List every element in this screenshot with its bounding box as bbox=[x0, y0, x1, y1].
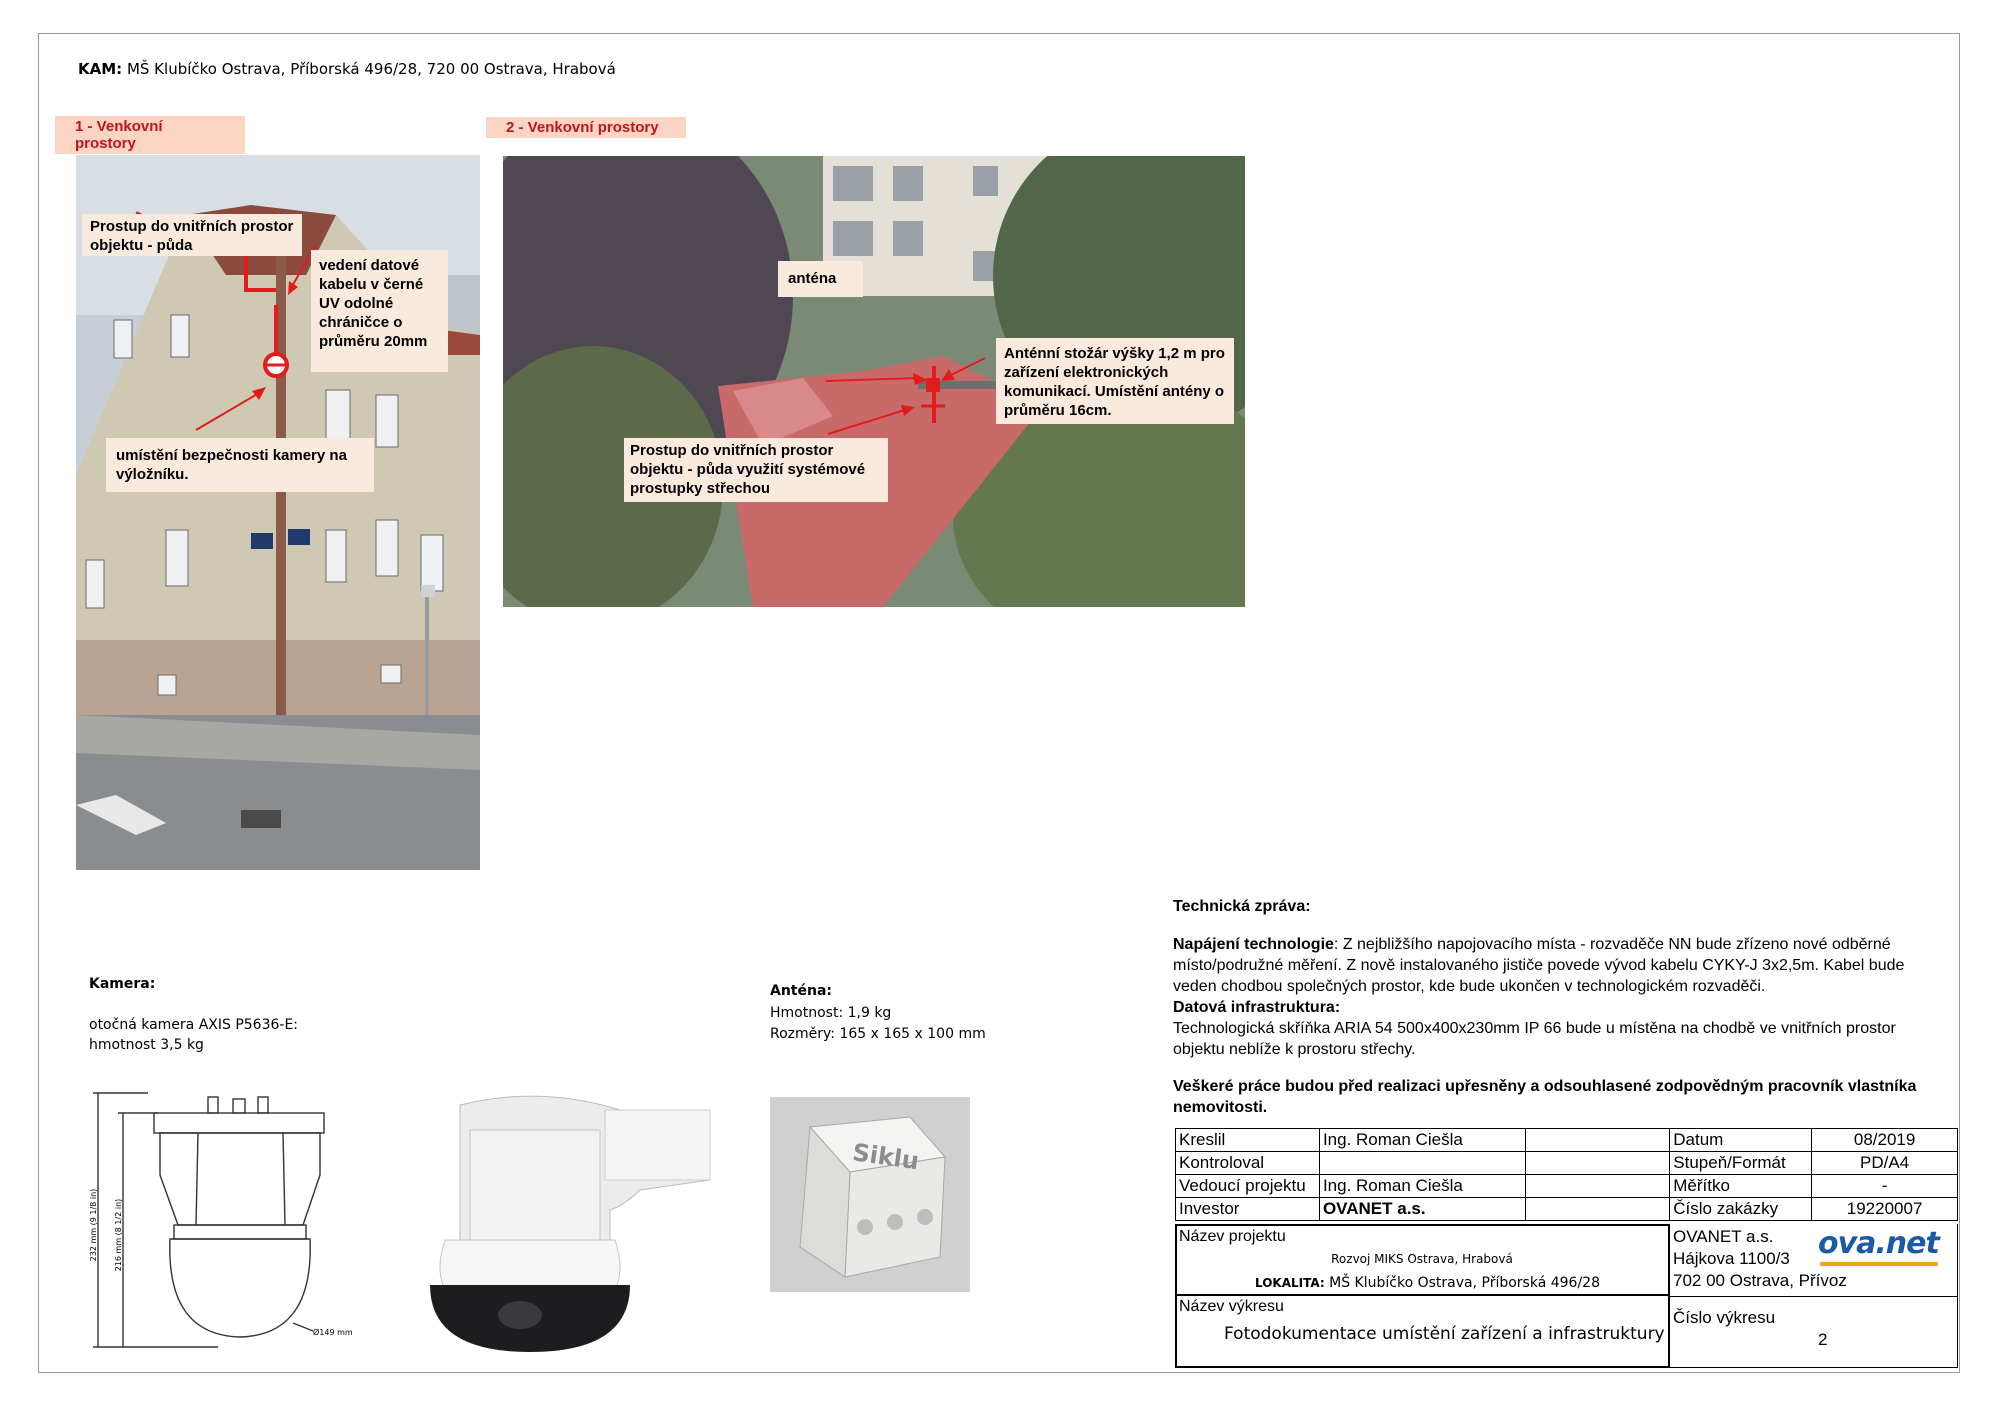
report-power-label: Napájení technologie bbox=[1173, 936, 1334, 953]
camera-photo-svg bbox=[410, 1090, 715, 1355]
table-row bbox=[1176, 1198, 1958, 1221]
drawing-no: 2 bbox=[1818, 1330, 1828, 1349]
tb-label-investor: Investor bbox=[1176, 1198, 1320, 1221]
antenna-weight: Hmotnost: 1,9 kg bbox=[770, 1005, 892, 1021]
tb-label-lead: Vedoucí projektu bbox=[1176, 1175, 1320, 1198]
tb-empty bbox=[1525, 1175, 1670, 1198]
antenna-title: Anténa: bbox=[770, 983, 833, 999]
tb-label-checked: Kontroloval bbox=[1176, 1152, 1320, 1175]
ovanet-logo-text: ova.net bbox=[1818, 1226, 1939, 1261]
kam-label: KAM: bbox=[78, 60, 123, 78]
locality bbox=[1255, 1275, 1600, 1291]
photo2-tag: 2 - Venkovní prostory bbox=[486, 117, 686, 138]
tb-value-drawn: Ing. Roman Ciešla bbox=[1319, 1129, 1525, 1152]
kam-value: MŠ Klubíčko Ostrava, Příborská 496/28, 720 00 Ostrava, Hrabová bbox=[126, 60, 616, 78]
logo-swoosh bbox=[1820, 1262, 1938, 1266]
tb-label-order: Číslo zakázky bbox=[1670, 1198, 1812, 1221]
company-name: OVANET a.s. bbox=[1673, 1227, 1774, 1246]
drawing-box bbox=[1175, 1294, 1670, 1368]
table-row bbox=[1176, 1175, 1958, 1198]
company-street: Hájkova 1100/3 bbox=[1673, 1249, 1790, 1268]
project-name: Rozvoj MIKS Ostrava, Hrabová bbox=[1331, 1252, 1513, 1266]
tb-value-scale: - bbox=[1812, 1175, 1958, 1198]
callout-cable: vedení datové kabelu v černé UV odolné chráničce o průměru 20mm bbox=[311, 250, 448, 372]
report-title: Technická zpráva: bbox=[1173, 898, 1311, 915]
tb-label-stage: Stupeň/Formát bbox=[1670, 1152, 1812, 1175]
report-power bbox=[1173, 934, 1948, 997]
camera-title: Kamera: bbox=[89, 976, 156, 992]
antenna-photo-svg bbox=[770, 1097, 970, 1292]
tb-value-checked bbox=[1319, 1152, 1525, 1175]
callout-roof-entry: Prostup do vnitřních prostor objektu - půda využití systémové prostupky střechou bbox=[624, 438, 888, 502]
tb-value-stage: PD/A4 bbox=[1812, 1152, 1958, 1175]
tb-label-date: Datum bbox=[1670, 1129, 1812, 1152]
locality-value: MŠ Klubíčko Ostrava, Příborská 496/28 bbox=[1329, 1275, 1600, 1291]
destination-line bbox=[78, 60, 616, 78]
ovanet-logo bbox=[1818, 1226, 1939, 1261]
tb-label-scale: Měřítko bbox=[1670, 1175, 1812, 1198]
camera-dim-diameter: Ø149 mm bbox=[313, 1328, 353, 1337]
callout-antenna: anténa bbox=[778, 261, 863, 297]
report-data-label: Datová infrastruktura: bbox=[1173, 999, 1341, 1016]
tb-empty bbox=[1525, 1198, 1670, 1221]
antenna-dims: Rozměry: 165 x 165 x 100 mm bbox=[770, 1026, 986, 1042]
tb-label-drawn: Kreslil bbox=[1176, 1129, 1320, 1152]
table-row bbox=[1176, 1129, 1958, 1152]
drawing-no-label: Číslo výkresu bbox=[1673, 1308, 1776, 1327]
drawing-label: Název výkresu bbox=[1179, 1298, 1284, 1315]
company-box bbox=[1670, 1224, 1958, 1368]
report-data-text: Technologická skříňka ARIA 54 500x400x230mm IP 66 bude u místěna na chodbě ve vnitřních prostor objektu neblíže k prostoru střechy. bbox=[1173, 1020, 1896, 1058]
table-row bbox=[1176, 1152, 1958, 1175]
camera-dim-body: 216 mm (8 1/2 in) bbox=[114, 1198, 123, 1272]
camera-photo bbox=[410, 1090, 715, 1355]
photo1-tag: 1 - Venkovní prostory bbox=[55, 116, 245, 154]
tb-value-lead: Ing. Roman Ciešla bbox=[1319, 1175, 1525, 1198]
report-power-text: : Z nejbližšího napojovacího místa - rozvaděče NN bude zřízeno nové odběrné místo/podružné měření. Z nově instalovaného jističe povede vývod kabelu CYKY-J 3x2,5m. Kabel bude veden chodbou společných prostor, kde bude ukončen v technologickém rozvaděči. bbox=[1173, 936, 1905, 995]
locality-label: LOKALITA: bbox=[1255, 1276, 1325, 1290]
callout-camera: umístění bezpečnosti kamery na výložníku. bbox=[106, 438, 374, 492]
callout-mast: Anténní stožár výšky 1,2 m pro zařízení elektronických komunikací. Umístění antény o průměru 16cm. bbox=[996, 338, 1234, 424]
camera-technical-drawing bbox=[88, 1085, 358, 1355]
company-city: 702 00 Ostrava, Přívoz bbox=[1673, 1271, 1847, 1290]
titleblock-table bbox=[1175, 1128, 1958, 1221]
tb-empty bbox=[1525, 1129, 1670, 1152]
camera-dim-height: 232 mm (9 1/8 in) bbox=[89, 1188, 98, 1262]
project-box bbox=[1175, 1224, 1670, 1296]
callout-roof-passage: Prostup do vnitřních prostor objektu - půda bbox=[82, 214, 302, 256]
company-divider bbox=[1670, 1296, 1957, 1297]
camera-weight: hmotnost 3,5 kg bbox=[89, 1037, 204, 1053]
drawing-name: Fotodokumentace umístění zařízení a infrastruktury bbox=[1224, 1324, 1665, 1344]
report-note: Veškeré práce budou před realizaci upřesněny a odsouhlasené zodpovědným pracovník vlastníka nemovitosti. bbox=[1173, 1078, 1917, 1116]
tb-value-date: 08/2019 bbox=[1812, 1129, 1958, 1152]
camera-model: otočná kamera AXIS P5636-E: bbox=[89, 1017, 299, 1033]
antenna-photo bbox=[770, 1097, 970, 1292]
tb-empty bbox=[1525, 1152, 1670, 1175]
project-label: Název projektu bbox=[1179, 1228, 1286, 1245]
camera-drawing-svg bbox=[88, 1085, 358, 1355]
antenna-brand: Siklu bbox=[850, 1138, 921, 1176]
tb-value-order: 19220007 bbox=[1812, 1198, 1958, 1221]
tb-value-investor: OVANET a.s. bbox=[1319, 1198, 1525, 1221]
